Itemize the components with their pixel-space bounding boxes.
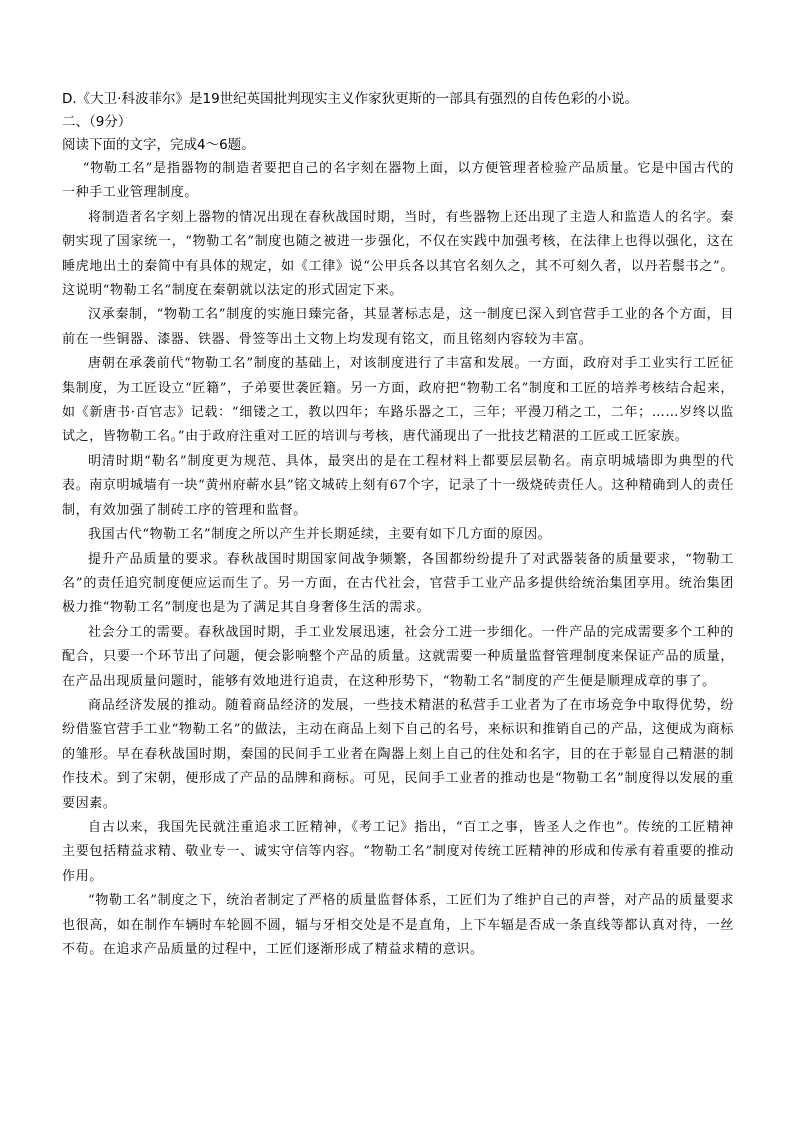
paragraph: 将制造者名字刻上器物的情况出现在春秋战国时期，当时，有些器物上还出现了主造人和监造人的名字。秦朝实现了国家统一，“物勒工名”制度也随之被进一步强化，不仅在实践中加强考核，在法律上也得以强化，这在睡虎地出土的秦简中有具体的规定，如《工律》说“公甲兵各以其官名刻久之，其不可刻久者，以丹若鬃书之”。这说明“物勒工名”制度在秦朝就以法定的形式固定下来。	[62, 209, 734, 299]
paragraph: 社会分工的需要。春秋战国时期，手工业发展迅速，社会分工进一步细化。一件产品的完成需要多个工种的配合，只要一个环节出了问题，便会影响整个产品的质量。这就需要一种质量监督管理制度来保证产品的质量，在产品出现质量问题时，能够有效地进行追责，在这种形势下，“物勒工名”制度的产生便是顺理成章的事了。	[62, 624, 734, 689]
paragraph: “物勒工名”是指器物的制造者要把自己的名字刻在器物上面，以方便管理者检验产品质量。它是中国古代的一种手工业管理制度。	[62, 161, 734, 201]
paragraph: 自古以来，我国先民就注重追求工匠精神，《考工记》指出，“百工之事，皆圣人之作也”。传统的工匠精神主要包括精益求精、敬业专一、诚实守信等内容。“物勒工名”制度对传统工匠精神的形成和传承有着重要的推动作用。	[62, 819, 734, 884]
paragraph: “物勒工名”制度之下，统治者制定了严格的质量监督体系，工匠们为了维护自己的声誉，对产品的质量要求也很高，如在制作车辆时车轮圆不圆，辐与牙相交处是不是直角，上下车辐是否成一条直线等都认真对待，一丝不苟。在追求产品质量的过程中，工匠们逐渐形成了精益求精的意识。	[62, 893, 734, 957]
paragraph: 提升产品质量的要求。春秋战国时期国家间战争频繁，各国都纷纷提升了对武器装备的质量要求，“物勒工名”的责任追究制度便应运而生了。另一方面，在古代社会，官营手工业产品多提供给统治集团享用。统治集团极力推“物勒工名”制度也是为了满足其自身奢侈生活的需求。	[62, 551, 734, 616]
option-d: D.《大卫·科波菲尔》是19世纪英国批判现实主义作家狄更斯的一部具有强烈的自传色彩的小说。	[62, 91, 639, 107]
paragraph: 商品经济发展的推动。随着商品经济的发展，一些技术精湛的私营手工业者为了在市场竞争中取得优势，纷纷借鉴官营手工业“物勒工名”的做法，主动在商品上刻下自己的名号，来标识和推销自己的产品，这便成为商标的雏形。早在春秋战国时期，秦国的民间手工业者在陶器上刻上自己的住处和名字，目的在于彰显自己精湛的制作技术。到了宋朝，便形成了产品的品牌和商标。可见，民间手工业者的推动也是“物勒工名”制度得以发展的重要因素。	[62, 697, 734, 811]
reading-instruction: 阅读下面的文字，完成4～6题。	[62, 137, 255, 153]
paragraph: 我国古代“物勒工名”制度之所以产生并长期延续，主要有如下几方面的原因。	[88, 527, 552, 543]
document-content	[62, 88, 734, 962]
paragraph: 汉承秦制，“物勒工名”制度的实施日臻完备，其显著标志是，这一制度已深入到官营手工业的各个方面，目前在一些铜器、漆器、铁器、骨签等出土文物上均发现有铭文，而且铭刻内容较为丰富。	[62, 307, 734, 347]
paragraph: 明清时期“勒名”制度更为规范、具体，最突出的是在工程材料上都要层层勒名。南京明城墙即为典型的代表。南京明城墙有一块“黄州府蕲水县”铭文城砖上刻有67个字，记录了十一级烧砖责任人。这种精确到人的责任制，有效加强了制砖工序的管理和监督。	[62, 453, 734, 518]
section-heading: 二、（9分）	[62, 114, 132, 130]
paragraph: 唐朝在承袭前代“物勒工名”制度的基础上，对该制度进行了丰富和发展。一方面，政府对手工业实行工匠征集制度，为工匠设立“匠籍”，子弟要世袭匠籍。另一方面，政府把“物勒工名”制度和工匠的培养考核结合起来，如《新唐书·百官志》记载：“细镂之工，教以四年；车路乐器之工，三年；平漫刀稍之工，二年；……岁终以监试之，皆物勒工名。”由于政府注重对工匠的培训与考核，唐代涌现出了一批技艺精湛的工匠或工匠家族。	[62, 356, 734, 445]
